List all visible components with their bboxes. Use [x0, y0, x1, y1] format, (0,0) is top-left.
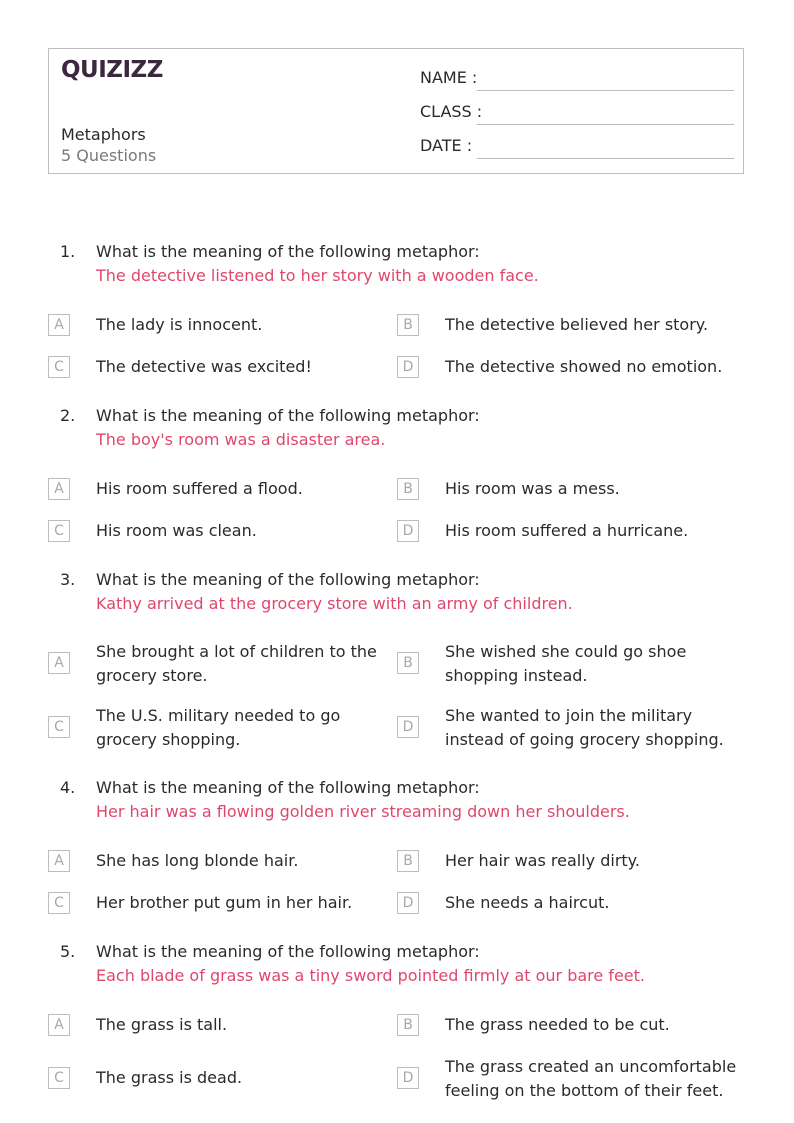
date-field[interactable]: [420, 136, 734, 160]
option-letter-box[interactable]: A: [48, 1014, 70, 1036]
option-text: His room suffered a hurricane.: [445, 521, 689, 540]
option-letter-box[interactable]: D: [397, 892, 419, 914]
option-letter-box[interactable]: C: [48, 716, 70, 738]
option-text: She needs a haircut.: [445, 893, 610, 912]
option-c[interactable]: [48, 706, 388, 749]
question-number: 3.: [60, 570, 76, 589]
option-text: The grass needed to be cut.: [445, 1015, 670, 1034]
option-letter-box[interactable]: B: [397, 652, 419, 674]
question-prompt: What is the meaning of the following metaphor:: [96, 942, 480, 961]
question-prompt: What is the meaning of the following metaphor:: [96, 778, 480, 797]
worksheet-title: Metaphors: [61, 125, 146, 144]
option-c[interactable]: [48, 356, 388, 378]
option-text: She has long blonde hair.: [96, 851, 299, 870]
option-b[interactable]: [397, 850, 737, 872]
option-text: The U.S. military needed to go grocery shopping.: [96, 706, 341, 749]
option-letter-box[interactable]: C: [48, 356, 70, 378]
question-number: 2.: [60, 406, 76, 425]
metaphor-text: Kathy arrived at the grocery store with an army of children.: [96, 594, 573, 613]
option-letter-box[interactable]: C: [48, 1067, 70, 1089]
option-text: The grass is dead.: [96, 1068, 243, 1087]
option-a[interactable]: [48, 314, 388, 336]
metaphor-text: The detective listened to her story with a wooden face.: [96, 266, 539, 285]
option-text: The detective believed her story.: [445, 315, 709, 334]
option-text: The grass is tall.: [96, 1015, 228, 1034]
option-b[interactable]: [397, 478, 737, 500]
option-text: The grass created an uncomfortable feeling on the bottom of their feet.: [445, 1057, 737, 1100]
option-text: His room was clean.: [96, 521, 257, 540]
option-letter-box[interactable]: A: [48, 478, 70, 500]
option-c[interactable]: [48, 1067, 388, 1089]
option-letter-box[interactable]: D: [397, 520, 419, 542]
metaphor-text: The boy's room was a disaster area.: [96, 430, 386, 449]
option-letter-box[interactable]: D: [397, 1067, 419, 1089]
option-d[interactable]: [397, 892, 737, 914]
option-letter-box[interactable]: B: [397, 850, 419, 872]
option-a[interactable]: [48, 1014, 388, 1036]
question-count: 5 Questions: [61, 146, 157, 165]
date-line[interactable]: [477, 158, 734, 159]
question-number: 5.: [60, 942, 76, 961]
option-a[interactable]: [48, 478, 388, 500]
option-d[interactable]: [397, 706, 737, 749]
option-d[interactable]: [397, 1057, 737, 1100]
option-letter-box[interactable]: C: [48, 892, 70, 914]
question-number: 1.: [60, 242, 76, 261]
metaphor-text: Her hair was a flowing golden river streaming down her shoulders.: [96, 802, 630, 821]
option-a[interactable]: [48, 642, 388, 685]
quizizz-logo: QUIZIZZ: [61, 57, 163, 83]
option-c[interactable]: [48, 520, 388, 542]
option-letter-box[interactable]: A: [48, 652, 70, 674]
option-text: Her brother put gum in her hair.: [96, 893, 353, 912]
option-text: Her hair was really dirty.: [445, 851, 640, 870]
date-label: DATE :: [420, 136, 473, 155]
option-d[interactable]: [397, 356, 737, 378]
option-b[interactable]: [397, 642, 737, 685]
option-letter-box[interactable]: B: [397, 478, 419, 500]
option-letter-box[interactable]: D: [397, 716, 419, 738]
option-text: The detective was excited!: [96, 357, 312, 376]
name-field[interactable]: [420, 68, 734, 92]
option-b[interactable]: [397, 1014, 737, 1036]
option-text: She wanted to join the military instead of going grocery shopping.: [445, 706, 724, 749]
option-text: His room was a mess.: [445, 479, 620, 498]
option-letter-box[interactable]: C: [48, 520, 70, 542]
metaphor-text: Each blade of grass was a tiny sword pointed firmly at our bare feet.: [96, 966, 646, 985]
name-line[interactable]: [477, 90, 734, 91]
option-letter-box[interactable]: D: [397, 356, 419, 378]
option-d[interactable]: [397, 520, 737, 542]
option-a[interactable]: [48, 850, 388, 872]
option-text: The lady is innocent.: [96, 315, 263, 334]
option-text: She brought a lot of children to the grocery store.: [96, 642, 377, 685]
option-letter-box[interactable]: B: [397, 314, 419, 336]
class-line[interactable]: [477, 124, 734, 125]
option-text: His room suffered a flood.: [96, 479, 303, 498]
question-prompt: What is the meaning of the following metaphor:: [96, 406, 480, 425]
question-prompt: What is the meaning of the following metaphor:: [96, 570, 480, 589]
question-prompt: What is the meaning of the following metaphor:: [96, 242, 480, 261]
option-letter-box[interactable]: A: [48, 850, 70, 872]
option-letter-box[interactable]: A: [48, 314, 70, 336]
class-field[interactable]: [420, 102, 734, 126]
worksheet-header: [48, 48, 744, 174]
name-label: NAME :: [420, 68, 478, 87]
option-text: The detective showed no emotion.: [445, 357, 723, 376]
class-label: CLASS :: [420, 102, 483, 121]
question-number: 4.: [60, 778, 76, 797]
option-text: She wished she could go shoe shopping instead.: [445, 642, 687, 685]
option-letter-box[interactable]: B: [397, 1014, 419, 1036]
option-c[interactable]: [48, 892, 388, 914]
option-b[interactable]: [397, 314, 737, 336]
